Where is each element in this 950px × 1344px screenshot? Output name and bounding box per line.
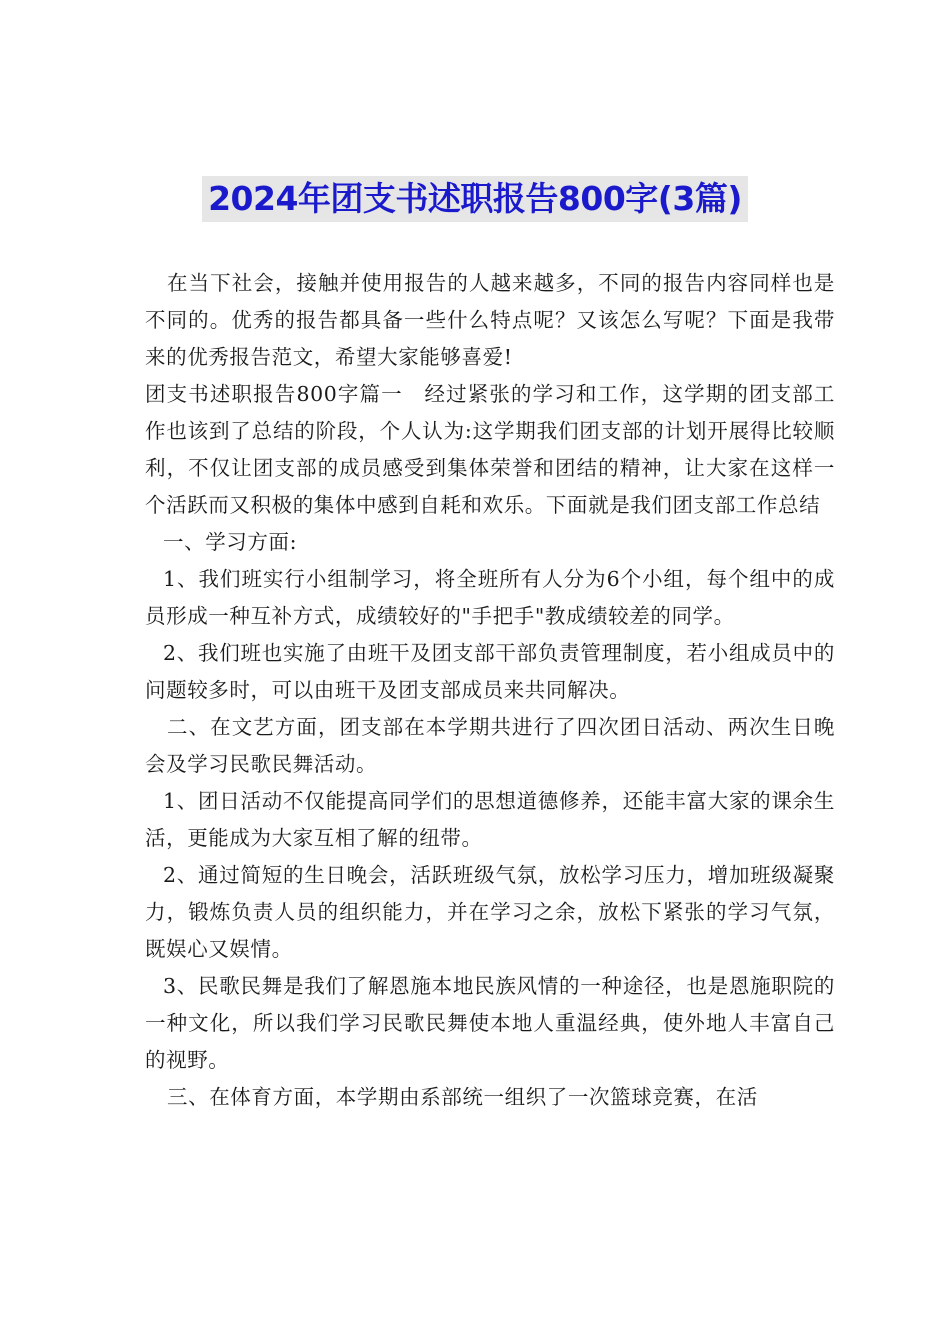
- report-opening-paragraph: 团支书述职报告800字篇一 经过紧张的学习和工作，这学期的团支部工作也该到了总结的阶段，个人认为:这学期我们团支部的计划开展得比较顺利，不仅让团支部的成员感受到集体荣誉和团结的精神，让大家在这样一个活跃而又积极的集体中感到自耗和欢乐。下面就是我们团支部工作总结: [145, 382, 835, 517]
- section-heading-study: 一、学习方面:: [163, 530, 298, 554]
- arts-item-3: 3、民歌民舞是我们了解恩施本地民族风情的一种途径，也是恩施职院的一种文化，所以我们学习民歌民舞使本地人重温经典，使外地人丰富自己的视野。: [145, 974, 835, 1072]
- title-wrap: [0, 176, 950, 222]
- study-item-2: 2、我们班也实施了由班干及团支部干部负责管理制度，若小组成员中的问题较多时，可以由班干及团支部成员来共同解决。: [145, 641, 835, 702]
- arts-item-1: 1、团日活动不仅能提高同学们的思想道德修养，还能丰富大家的课余生活，更能成为大家互相了解的纽带。: [145, 789, 835, 850]
- section-heading-arts: 二、在文艺方面，团支部在本学期共进行了四次团日活动、两次生日晚会及学习民歌民舞活动。: [145, 715, 835, 776]
- arts-item-2: 2、通过简短的生日晚会，活跃班级气氛，放松学习压力，增加班级凝聚力，锻炼负责人员的组织能力，并在学习之余，放松下紧张的学习气氛，既娱心又娱情。: [145, 863, 835, 961]
- document-title: 2024年团支书述职报告800字(3篇): [202, 176, 748, 222]
- study-item-1: 1、我们班实行小组制学习，将全班所有人分为6个小组，每个组中的成员形成一种互补方式，成绩较好的"手把手"教成绩较差的同学。: [145, 567, 835, 628]
- document-body: [145, 265, 835, 1116]
- section-heading-sports: 三、在体育方面，本学期由系部统一组织了一次篮球竞赛，在活: [167, 1085, 758, 1109]
- intro-paragraph: 在当下社会，接触并使用报告的人越来越多，不同的报告内容同样也是不同的。优秀的报告都具备一些什么特点呢？又该怎么写呢？下面是我带来的优秀报告范文，希望大家能够喜爱!: [145, 271, 835, 369]
